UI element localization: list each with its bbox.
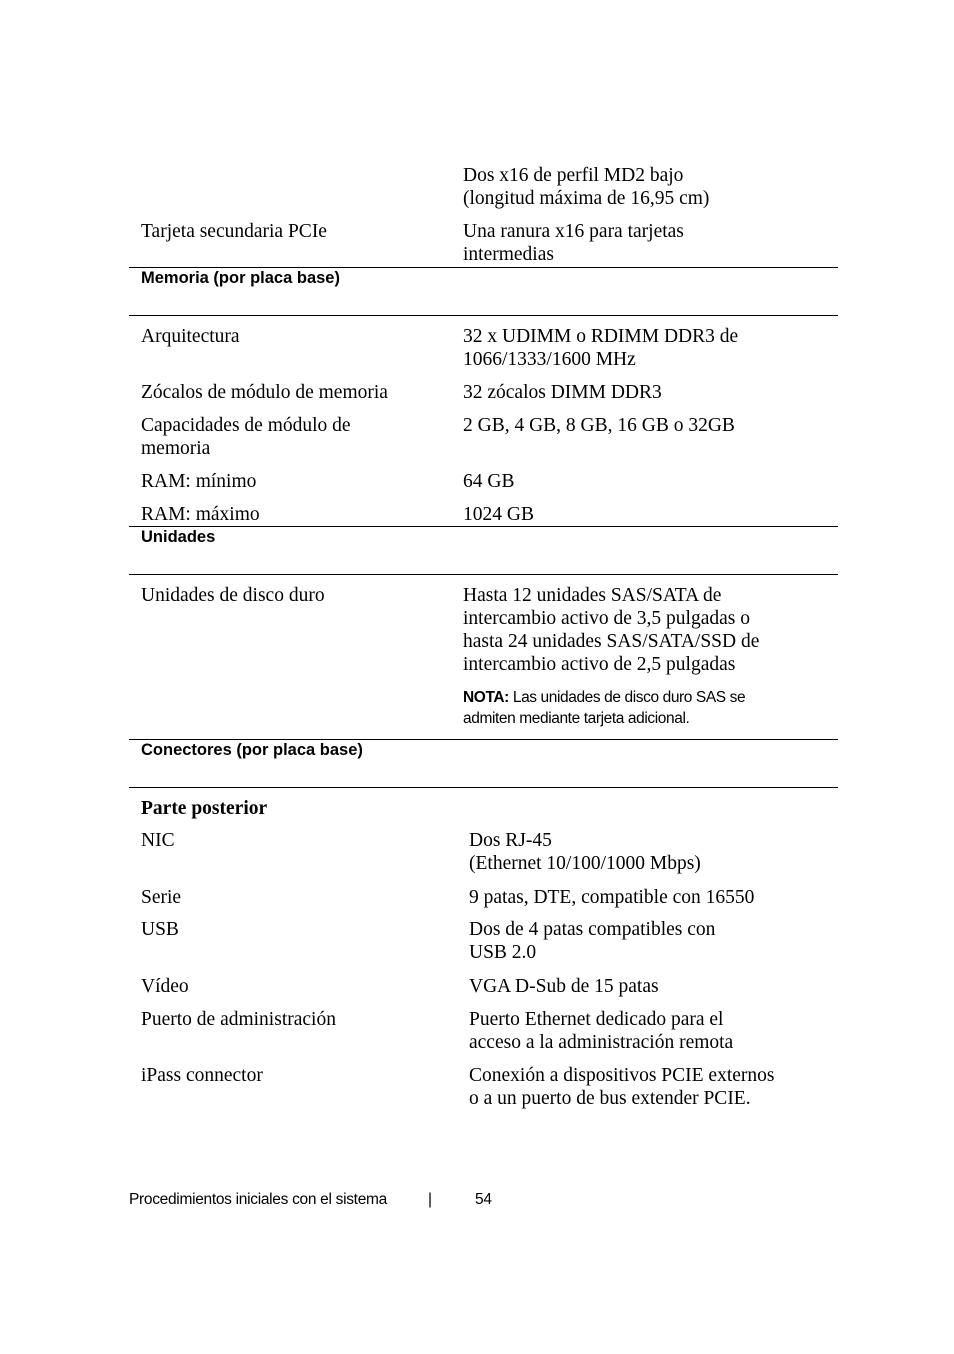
spec-value-line: Conexión a dispositivos PCIE externos <box>469 1065 775 1086</box>
spec-value-line: USB 2.0 <box>469 942 537 963</box>
spec-label <box>141 381 451 404</box>
spec-value-line: (Ethernet 10/100/1000 Mbps) <box>469 853 701 874</box>
spec-value <box>463 220 833 266</box>
spec-label-line: Arquitectura <box>141 326 240 347</box>
spec-value <box>463 414 833 437</box>
spec-value-line: VGA D-Sub de 15 patas <box>469 976 659 997</box>
spec-label <box>141 1064 451 1087</box>
spec-label <box>141 1008 451 1031</box>
spec-label-line: Zócalos de módulo de memoria <box>141 382 388 403</box>
spec-label-line: Vídeo <box>141 976 189 997</box>
section-heading-memoria: Memoria (por placa base) <box>141 269 340 287</box>
spec-value-line: Hasta 12 unidades SAS/SATA de <box>463 585 722 606</box>
section-rule <box>129 787 838 788</box>
subheading-parte-posterior: Parte posterior <box>141 798 268 819</box>
spec-value-line: Puerto Ethernet dedicado para el <box>469 1009 724 1030</box>
spec-value-line: Dos RJ-45 <box>469 830 552 851</box>
spec-label <box>141 975 451 998</box>
spec-label <box>141 918 451 941</box>
spec-value <box>463 381 833 404</box>
spec-value-line: 64 GB <box>463 471 515 492</box>
spec-value-line: 32 zócalos DIMM DDR3 <box>463 382 662 403</box>
spec-label-line: USB <box>141 919 179 940</box>
section-rule <box>129 574 838 575</box>
spec-label-line: RAM: mínimo <box>141 471 257 492</box>
spec-label <box>141 470 451 493</box>
note-box <box>463 687 833 729</box>
spec-label-line: RAM: máximo <box>141 504 260 525</box>
section-heading-conectores: Conectores (por placa base) <box>141 741 363 759</box>
spec-label-line: Serie <box>141 887 182 908</box>
note-text: Las unidades de disco duro SAS se <box>508 689 746 706</box>
spec-label <box>141 829 451 852</box>
spec-value <box>469 1008 839 1054</box>
note-label: NOTA: <box>463 689 509 706</box>
spec-value-line: hasta 24 unidades SAS/SATA/SSD de <box>463 631 760 652</box>
spec-value-line: intercambio activo de 2,5 pulgadas <box>463 654 736 675</box>
spec-label-line: iPass connector <box>141 1065 263 1086</box>
spec-value <box>463 325 833 371</box>
spec-label-line: NIC <box>141 830 175 851</box>
section-heading-unidades: Unidades <box>141 528 216 546</box>
spec-value-line: 2 GB, 4 GB, 8 GB, 16 GB o 32GB <box>463 415 735 436</box>
spec-value-line: 1066/1333/1600 MHz <box>463 349 636 370</box>
spec-label-line: memoria <box>141 438 211 459</box>
spec-value <box>463 503 833 526</box>
spec-value-line: 1024 GB <box>463 504 534 525</box>
spec-value-line: acceso a la administración remota <box>469 1032 734 1053</box>
note-text: admiten mediante tarjeta adicional. <box>463 710 690 727</box>
spec-value <box>469 918 839 964</box>
spec-value-line: intermedias <box>463 244 554 265</box>
spec-value <box>463 470 833 493</box>
spec-value-line: Una ranura x16 para tarjetas <box>463 221 684 242</box>
spec-value <box>469 1064 839 1110</box>
section-rule <box>129 526 838 527</box>
spec-label-line: Unidades de disco duro <box>141 585 325 606</box>
spec-label: Tarjeta secundaria PCIe <box>141 221 327 242</box>
section-rule <box>129 315 838 316</box>
spec-label-line: Capacidades de módulo de <box>141 415 351 436</box>
spec-label <box>141 414 451 460</box>
footer-title: Procedimientos iniciales con el sistema <box>129 1191 387 1208</box>
page-number: 54 <box>475 1191 492 1208</box>
spec-value-line: Dos x16 de perfil MD2 bajo <box>463 165 684 186</box>
spec-value <box>469 886 839 909</box>
spec-label <box>141 325 451 348</box>
spec-label <box>141 503 451 526</box>
spec-value-line: o a un puerto de bus extender PCIE. <box>469 1088 751 1109</box>
spec-value-line: Dos de 4 patas compatibles con <box>469 919 716 940</box>
spec-value-line: intercambio activo de 3,5 pulgadas o <box>463 608 750 629</box>
spec-label-line: Puerto de administración <box>141 1009 336 1030</box>
spec-value-line: 9 patas, DTE, compatible con 16550 <box>469 887 755 908</box>
note-line <box>463 687 833 708</box>
spec-label <box>141 584 451 607</box>
spec-label <box>141 886 451 909</box>
spec-value-line: 32 x UDIMM o RDIMM DDR3 de <box>463 326 739 347</box>
spec-value <box>463 164 833 210</box>
spec-value-line: (longitud máxima de 16,95 cm) <box>463 188 710 209</box>
footer-separator: | <box>428 1191 432 1208</box>
spec-value <box>463 584 833 676</box>
spec-value <box>469 975 839 998</box>
spec-value <box>469 829 839 875</box>
